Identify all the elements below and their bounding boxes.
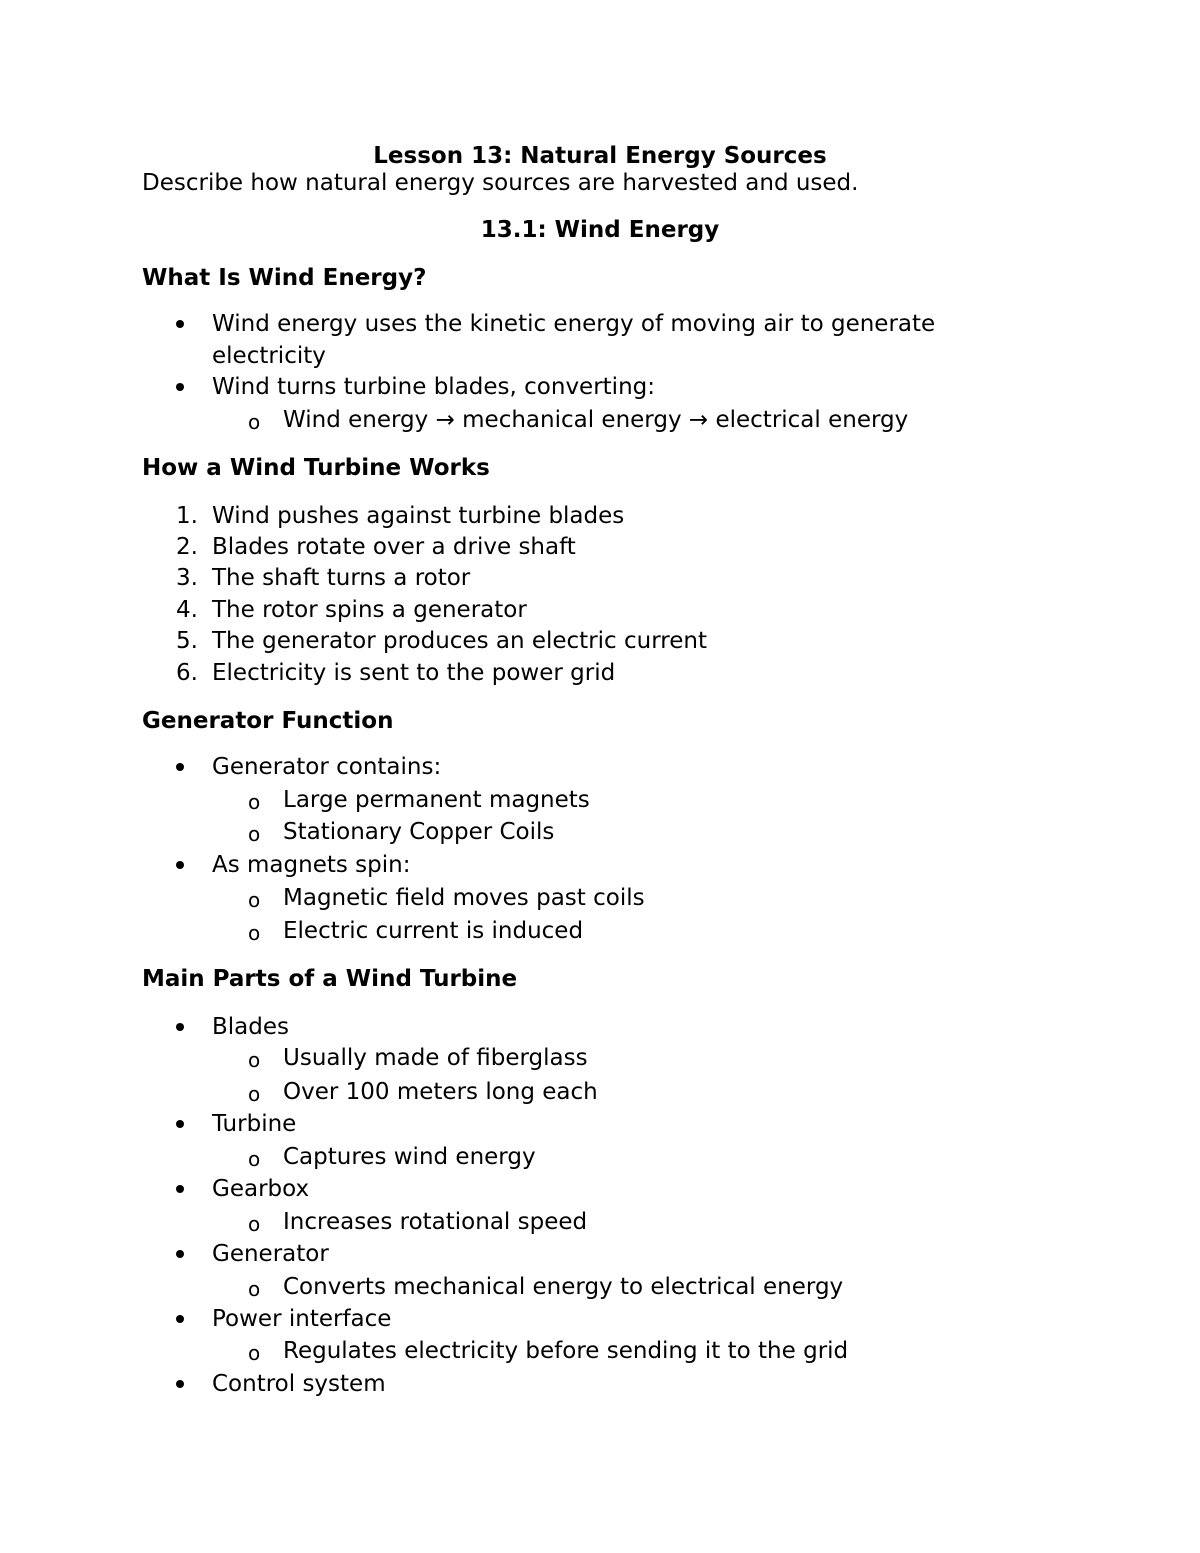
sub-list-item: Usually made of fiberglass xyxy=(283,1045,588,1071)
step-number: 6. xyxy=(176,660,198,686)
bullet-icon xyxy=(176,1120,184,1128)
sub-bullet-icon: o xyxy=(248,410,261,434)
sub-list-item: Over 100 meters long each xyxy=(283,1079,598,1105)
section-title: 13.1: Wind Energy xyxy=(480,217,720,243)
step-text: Blades rotate over a drive shaft xyxy=(212,534,576,560)
step-text: The shaft turns a rotor xyxy=(212,565,471,591)
sub-list-item: Magnetic field moves past coils xyxy=(283,885,645,911)
bullet-icon xyxy=(176,1023,184,1031)
sub-list-item: Electric current is induced xyxy=(283,918,584,944)
list-item-continuation: electricity xyxy=(212,343,326,369)
generator-heading: Generator Function xyxy=(142,708,394,734)
sub-bullet-icon: o xyxy=(248,1212,261,1236)
list-item: Power interface xyxy=(212,1306,392,1332)
bullet-icon xyxy=(176,1185,184,1193)
bullet-icon xyxy=(176,1315,184,1323)
step-number: 2. xyxy=(176,534,198,560)
step-number: 3. xyxy=(176,565,198,591)
sub-bullet-icon: o xyxy=(248,888,261,912)
lesson-title: Lesson 13: Natural Energy Sources xyxy=(373,143,827,169)
step-number: 1. xyxy=(176,503,198,529)
sub-bullet-icon: o xyxy=(248,1277,261,1301)
sub-list-item: Captures wind energy xyxy=(283,1144,536,1170)
lesson-objective: Describe how natural energy sources are harvested and used. xyxy=(142,170,859,196)
step-text: The generator produces an electric current xyxy=(212,628,707,654)
what-is-heading: What Is Wind Energy? xyxy=(142,265,427,291)
sub-list-item: Large permanent magnets xyxy=(283,787,590,813)
sub-bullet-icon: o xyxy=(248,822,261,846)
list-item: Generator contains: xyxy=(212,754,442,780)
step-number: 4. xyxy=(176,597,198,623)
sub-list-item: Stationary Copper Coils xyxy=(283,819,555,845)
sub-bullet-icon: o xyxy=(248,1048,261,1072)
how-works-heading: How a Wind Turbine Works xyxy=(142,455,490,481)
sub-bullet-icon: o xyxy=(248,1147,261,1171)
list-item: Gearbox xyxy=(212,1176,310,1202)
sub-bullet-icon: o xyxy=(248,1082,261,1106)
sub-list-item: Regulates electricity before sending it to the grid xyxy=(283,1338,849,1364)
list-item: Wind energy uses the kinetic energy of moving air to generate xyxy=(212,311,936,337)
step-number: 5. xyxy=(176,628,198,654)
bullet-icon xyxy=(176,1380,184,1388)
list-item: As magnets spin: xyxy=(212,852,411,878)
step-text: Electricity is sent to the power grid xyxy=(212,660,616,686)
bullet-icon xyxy=(176,1250,184,1258)
list-item: Generator xyxy=(212,1241,329,1267)
parts-heading: Main Parts of a Wind Turbine xyxy=(142,966,518,992)
sub-list-item: Increases rotational speed xyxy=(283,1209,588,1235)
bullet-icon xyxy=(176,320,184,328)
bullet-icon xyxy=(176,763,184,771)
step-text: Wind pushes against turbine blades xyxy=(212,503,625,529)
bullet-icon xyxy=(176,383,184,391)
list-item: Blades xyxy=(212,1014,289,1040)
bullet-icon xyxy=(176,861,184,869)
sub-bullet-icon: o xyxy=(248,921,261,945)
sub-bullet-icon: o xyxy=(248,790,261,814)
list-item: Turbine xyxy=(212,1111,297,1137)
list-item: Wind turns turbine blades, converting: xyxy=(212,374,655,400)
sub-list-item: Wind energy → mechanical energy → electrical energy xyxy=(283,407,909,433)
step-text: The rotor spins a generator xyxy=(212,597,527,623)
list-item: Control system xyxy=(212,1371,386,1397)
sub-list-item: Converts mechanical energy to electrical energy xyxy=(283,1274,844,1300)
sub-bullet-icon: o xyxy=(248,1341,261,1365)
